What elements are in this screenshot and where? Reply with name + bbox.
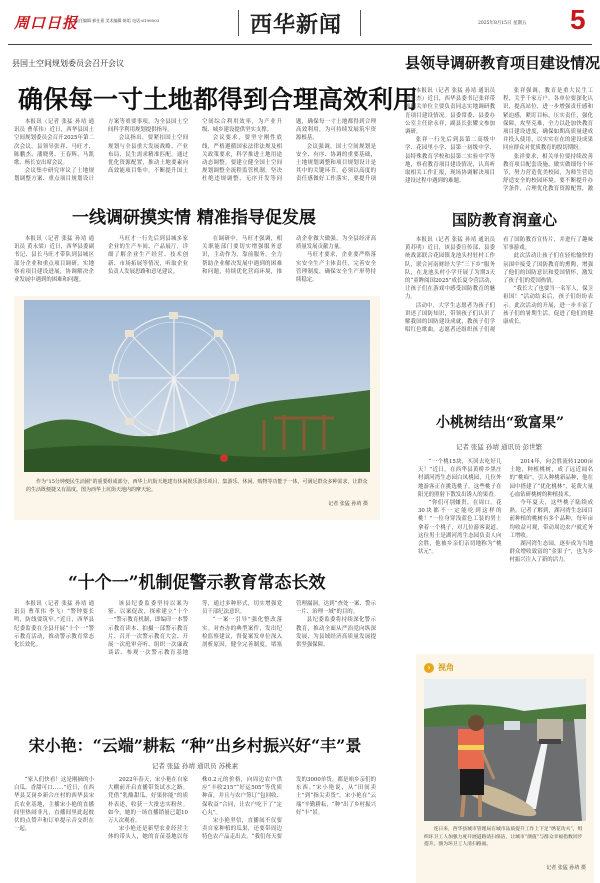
ferris-wheel-photo xyxy=(24,300,370,472)
photo-feature xyxy=(14,296,380,520)
paragraph: 本报讯（记者 张猛 孙靖 通讯员 曹革伟）近日，西华县国土空间规划委员会召开2025年第二次会议。县领导张祥、马旺才、陈鹏杰、潘晓勇、王春辉、马凯歌、杨长安出席会议。 xyxy=(14,119,94,167)
street-sweeper-photo xyxy=(424,679,586,821)
paragraph: 宋小艳还是新型农业经营主体的带头人，她的育苗基地以每株0.2元的价格，向周边农户供应“丰收215”“好运505”等优质种苗，并且与农户签订“包回收、保收益”合同，让农户吃下了“定心丸”。 xyxy=(108,777,282,841)
paragraph: 活动中，大学生志愿者为孩子们讲述了国防知识，带领孩子们认识了解我国的国防建设成就，教孩子们学唱红色歌曲。志愿者还组织孩子们观看了国防教育宣传片，并进行了趣味军事游戏。 xyxy=(405,237,593,334)
paragraph: 湖河湾生态园，逐步成为当地群众增收致富的“金果子”，也为乡村振兴注入了新的活力。 xyxy=(509,541,593,564)
article-body xyxy=(14,235,376,293)
paragraph: 会议指出，要紧扣国土空间规划与全县重大发展战略、产业布局、民生需求精准匹配。通过优化资源配置，推动土地要素向高效能项目集中，不断提升国土空间综合利用效率，为产业升级、城乡建设提供坚实支撑。 xyxy=(108,119,282,175)
section-title: 西华新闻 xyxy=(250,12,343,38)
issue-date: 2025年8月15日 星期五 xyxy=(478,21,527,26)
article-body xyxy=(418,458,593,634)
paragraph: 2022年春天，宋小艳在自家大棚前开启直播带货试水之路。凭借“乳酪甜瓜、好果你能”的质朴表述，收获一大批忠实粉丝。如今，她的一场直播销量已超10万人次观看。 xyxy=(108,777,188,825)
paragraph: 马旺才要求，企业要严格落实安全生产主体责任，完善安全管理制度，确保安全生产形势持续稳定。 xyxy=(296,252,376,284)
divider xyxy=(238,10,239,36)
article-body xyxy=(14,600,376,700)
article-kicker: 县国土空间规划委员会召开会议 xyxy=(12,59,124,68)
paragraph: 在调研中，马旺才强调，相关职能部门要切实增强服务意识，主动作为，靠前服务，全力帮助企业解决发展中遇到的困难和问题，持续优化营商环境，推动企业做大做强，为全县经济高质量发展贡献力量。 xyxy=(202,236,376,275)
photo-caption: 连日来，西华县城市管理局在城市品质提升工作上下足“绣花功夫”，组织环卫工人加强力度开展道路清扫保洁，让城市“颜值”与群众幸福指数同步提升。图为环卫工人清扫路面。 xyxy=(424,827,583,847)
page-number: 5 xyxy=(570,4,586,35)
article-body xyxy=(14,118,376,190)
divider xyxy=(360,10,361,36)
photo-caption: 作为“15分钟便民生活圈”的重要组成部分，西华上坑街天地建有休闲娱乐游乐项目，集游乐、休闲、购物等功能于一体，可满足群众多种需求，让群众的生活既便捷又有温度。图为西华上坑街天地内的摩天轮。 xyxy=(26,479,368,493)
paragraph: 本报讯（记者 张猛 孙靖 通讯员 曹革伟 李飞）“警钟要长鸣，防线要筑牢。”近日，西华县纪委监委在全县开展“十个一”警示教育活动，推动警示教育常态化长效化。 xyxy=(14,601,94,649)
paragraph: 宋小艳坚信，直播间不仅要卖自家种植的瓜果，还要带周边特色农产品走出去。“我们每天要发的3000单货，都是咱乡亲们的东西。”宋小艳说，从“田间卖土”到“指尖卖货”，宋小艳在“云端”辛勤耕耘，“种”出了乡村振兴好“丰”景。 xyxy=(202,777,376,841)
photo-credit: 记者 张猛 孙靖 摄 xyxy=(546,865,586,871)
chevron-right-icon: › xyxy=(424,663,434,673)
paragraph: 此次活动让孩子们在轻松愉快的氛围中接受了国防教育的熏陶，增强了他们的国防意识和爱国情怀，激发了孩子们的爱国热情。 xyxy=(503,253,593,285)
paragraph: 该县纪委监委坚持以案为鉴、以案促改，探索建立“十个一”警示教育机制，即编印一本警示教育读本、拍摄一部警示教育片、召开一次警示教育大会、开展一次庭审旁听、组织一次廉政谈话、参观一次警示教育基地等，通过多种形式，切实增强党员干部纪法意识。 xyxy=(108,601,282,657)
article-headline: 小桃树结出“致富果” xyxy=(436,415,565,431)
paragraph: 会议强调，国土空间规划是安全、有序、协调的重要基础，土地规划调整和项目规划设计是其中的关键环节。必须以高度的责任感做好工作落实，要提升项 xyxy=(296,143,376,183)
paragraph: 今年夏天，这些桃子陆续成熟。记者了解到，湖河湾生态园目前种植的桃树有多个品种，每年亩均收益可观，带动周边农户就近务工增收。 xyxy=(509,500,593,539)
article-body xyxy=(405,87,593,199)
article-headline: 确保每一寸土地都得到合理高效利用 xyxy=(18,85,419,114)
paragraph: 张祥一行先后到县第二高级中学、花园里小学、县第一初级中学、县特殊教育学校和县第二实验中学等地，察看教育项目建设情况，认真听取相关工作汇报，现场协调解决项目建设过程中遇到的难题。 xyxy=(405,137,495,185)
paragraph: “你们可别嫌贵，在周口，花30块都不一定能吃到这样的桃！”一位身穿浅蓝色工装的男士拿着一个桃子，对几位游客说道。这位男士是湖河湾生态园负责人向会胜，他被乡亲们亲切地称为“桃状元”。 xyxy=(418,500,502,556)
paragraph: 本报讯（记者 张猛 孙靖 通讯员 黄苏明）近日，该县委宣传部、县委统战部联合花园镇龙池头村驻村工作队，联合河南财经大学“三下乡”服务队，在龙池头村小学开展了为期3天的“童眸阅国2025”成长夏令营活动，让孩子们在游戏中感受国防教育的魅力。 xyxy=(405,237,495,301)
paragraph: “一案一引导”强化整改落实。对查办的典型案件，发出纪检监察建议，督促案发单位深入剖析原因，健全完善制度，堵塞管理漏洞，达到“查处一案、警示一片、治理一域”的目的。 xyxy=(202,601,376,649)
paragraph: 本报讯（记者 张猛 孙靖 通讯员 黄永梁）近日，西华县委副书记、县长马旺才带队到县城区部分企业和重点项目调研，实地察看项目建设进展，协调解决企业发展中遇到的困难和问题。 xyxy=(14,236,94,284)
paragraph: 会议要求，要坚守刚性底线，严格遵循国家法律法规及相关政策要求，科学推进土地用途动态调整。要建立健全国土空间规划调整全流程监管机制，坚决杜绝违规调整、无序开发等问题，确保每一寸土地都得到合理高效利用，为可持续发展筑牢资源根基。 xyxy=(202,119,376,183)
photo-credit: 记者 张猛 孙靖 摄 xyxy=(328,501,368,507)
paragraph: “我长大了也要当一名军人，保卫祖国！”活动结束后，孩子们纷纷表示。此次活动的开展，进一步丰富了孩子们的暑期生活，促进了他们的健康成长。 xyxy=(503,286,593,326)
paragraph: “一个桃15块，买回去吃好几天！”近日，在西华县黄桥乡黑庄村湖河湾生态园白凤桃园，几位外地游客正在挑选桃子。这些桃子在阳光的照射下散发出诱人的果香。 xyxy=(418,459,502,498)
paragraph: “家人们快看！这是刚摘的小白瓜，香甜可口……”近日，在西华县艾岗乡新合庄村的西华县宋氏农业基地，主播宋小艳的直播间里热闹非凡，直播间里此起彼伏的点赞声和订单提示音交织在一起。 xyxy=(14,777,94,833)
article-body xyxy=(405,236,593,396)
article-headline: “十个一”机制促警示教育常态长效 xyxy=(68,573,326,593)
photo-feature-shijiao xyxy=(416,654,594,883)
editor-info: 责任编辑·郝仕嘉 美术编辑·陈垢 电话·6199503 xyxy=(75,18,160,23)
article-body xyxy=(14,776,376,880)
paragraph: 县纪委监委将持续深化警示教育，推动全面从严治党向纵深发展，为县域经济高质量发展提供坚强保障。 xyxy=(296,617,376,649)
paragraph: 张祥要求，相关单位要持续改善教育项目配套设施，做实做细每个环节，努力营造优美校园，为师生营造舒适安全的校园环境。要不断提升办学条件，合理优化教育资源配置，激 xyxy=(503,153,593,193)
article-headline: 一线调研摸实情 精准指导促发展 xyxy=(72,208,316,228)
newspaper-logo: 周口日报 xyxy=(14,14,79,32)
article-byline: 记者 张猛 孙靖 通讯员 彭世繁 xyxy=(455,443,543,451)
paragraph: 张祥强调，教育是重大民生工程，关乎千家万户。各单位要深化认识，提高站位，进一步增强责任感和紧迫感，紧盯目标，压实责任，强化保障，攻坚克难，全力以赴加快教育项目建设进度，确保如期高质量建成并投入使用，以实实在在的建设成果回应群众对优质教育的殷切期盼。 xyxy=(503,88,593,152)
paragraph: 会议集中研究审议了土地规划调整方案、重点项目规划设计方案等重要事项，为全县国土空间科学利用规划提供指导。 xyxy=(14,119,188,183)
header-rule xyxy=(8,44,592,45)
article-headline: 县领导调研教育项目建设情况 xyxy=(405,54,600,72)
article-headline: 宋小艳：“云端”耕耘 “种”出乡村振兴好“丰”景 xyxy=(28,736,362,755)
paragraph: 马旺才一行先后到县城多家企业的生产车间、产品展厅，详细了解企业生产经营、技术创新、市场拓展等情况，听取企业负责人发展思路和意见建议。 xyxy=(108,236,188,275)
paragraph: 2014年，向会胜流转1200亩土地，种植桃树，成了远近闻名的“桃痴”。引入种桃新品种，他在园中搭建了“优化桃林”，花费大量心血钻研桃树的种植技术。 xyxy=(509,459,593,498)
article-headline: 国防教育润童心 xyxy=(452,211,558,229)
article-byline: 记者 张猛 孙靖 通讯员 苏桃素 xyxy=(151,762,239,770)
section-label: 视角 xyxy=(438,662,454,672)
paragraph: 本报讯（记者 张猛 孙靖 通讯员 刘亚杰）近日，西华县委书记张祥带领相关单位主要负责同志实地调研教育项目建设情况。县委常委、县委办公室主任徐永祥，副县长张耀文参加调研。 xyxy=(405,88,495,136)
